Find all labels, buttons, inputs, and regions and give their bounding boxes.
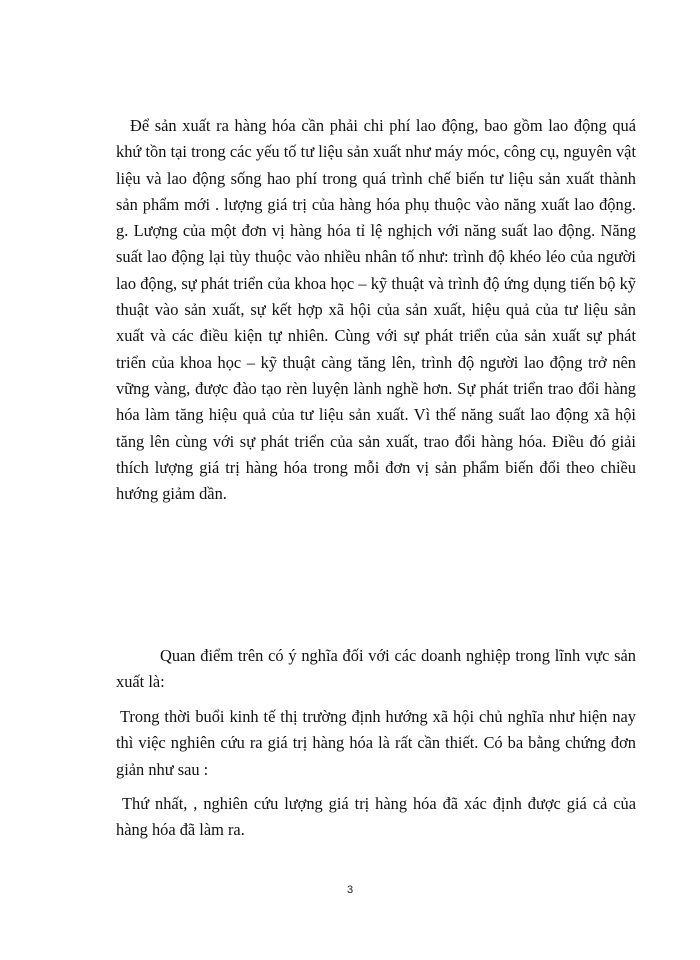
paragraph-first-point: Thứ nhất, , nghiên cứu lượng giá trị hàng hóa đã xác định được giá cả của hàng hóa đã làm ra. [116,794,636,840]
paragraph-labor-value: Để sản xuất ra hàng hóa cần phải chi phí lao động, bao gồm lao động quá khứ tồn tại trong các yếu tố tư liệu sản xuất như máy móc, công cụ, nguyên vật liệu và lao động sống hao phí trong quá trình chế biến tư liệu sản xuất thành sản phẩm mới . lượng giá trị của hàng hóa phụ thuộc vào năng xuất lao động. g. Lượng của một đơn vị hàng hóa tỉ lệ nghịch với năng suất lao động. Năng suất lao động lại tùy thuộc vào nhiều nhân tố như: trình độ khéo léo của người lao động, sự phát triển của khoa học – kỹ thuật và trình độ ứng dụng tiến bộ kỹ thuật vào sản xuất, sự kết hợp xã hội của sản xuất, hiệu quả của tư liệu sản xuất và các điều kiện tự nhiên. Cùng với sự phát triển của sản xuất sự phát triển của khoa học – kỹ thuật càng tăng lên, trình độ người lao động trở nên vững vàng, được đào tạo rèn luyện lành nghề hơn. Sự phát triển trao đổi hàng hóa làm tăng hiệu quả của tư liệu sản xuất. Vì thế năng suất lao động xã hội tăng lên cùng với sự phát triển của sản xuất, trao đổi hàng hóa. Điều đó giải thích lượng giá trị hàng hóa trong mỗi đơn vị sản phẩm biến đổi theo chiều hướng giảm dần. [116,116,636,504]
page-number: 3 [346,884,354,896]
paragraph-significance: Quan điểm trên có ý nghĩa đối với các doanh nghiệp trong lĩnh vực sản xuất là: [116,646,636,692]
paragraph-market-economy: Trong thời buổi kinh tế thị trường định hướng xã hội chủ nghĩa như hiện nay thì việc nghiên cứu ra giá trị hàng hóa là rất cần thiết. Có ba bằng chứng đơn giản như sau : [116,707,636,779]
